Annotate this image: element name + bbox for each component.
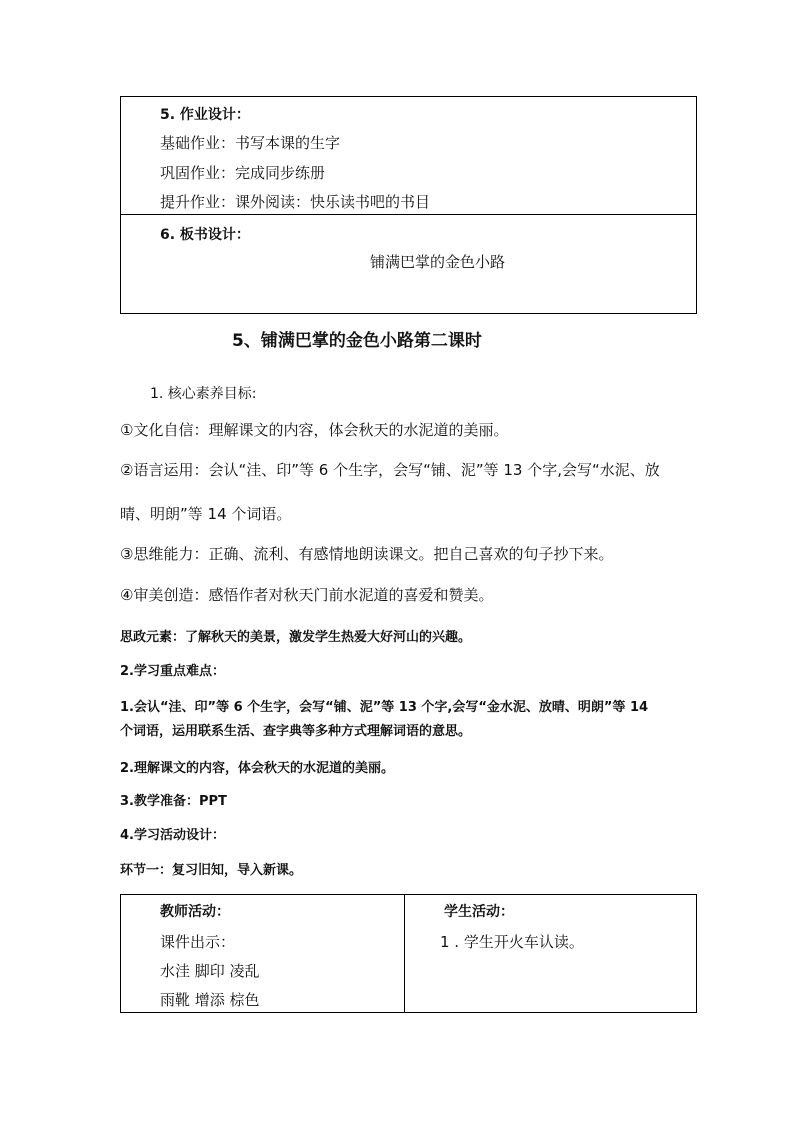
goals-heading: 1. 核心素养目标: xyxy=(150,386,257,402)
ideology-element: 思政元素：了解秋天的美景，激发学生热爱大好河山的兴趣。 xyxy=(120,630,472,645)
activity-heading: 4.学习活动设计： xyxy=(120,828,225,843)
homework-line-extend: 提升作业：课外阅读：快乐读书吧的书目 xyxy=(160,193,431,211)
student-activity-heading: 学生活动： xyxy=(444,904,514,920)
goal-cultural-confidence: ①文化自信：理解课文的内容，体会秋天的水泥道的美丽。 xyxy=(120,421,509,439)
activity-table-divider xyxy=(404,894,405,1013)
teacher-activity-line: 雨靴 增添 棕色 xyxy=(160,991,260,1009)
homework-line-basic: 基础作业：书写本课的生字 xyxy=(160,134,341,152)
teacher-activity-heading: 教师活动： xyxy=(160,904,230,920)
step-one: 环节一：复习旧知，导入新课。 xyxy=(120,863,303,878)
teacher-activity-line: 水洼 脚印 凌乱 xyxy=(160,962,260,980)
teaching-prep: 3.教学准备：PPT xyxy=(120,794,227,809)
key-point-2: 2.理解课文的内容，体会秋天的水泥道的美丽。 xyxy=(120,761,394,776)
teacher-activity-line: 课件出示： xyxy=(160,933,236,951)
goal-language-use: ②语言运用：会认“洼、印”等 6 个生字，会写“铺、泥”等 13 个字,会写“水泥、放 xyxy=(120,461,660,479)
key-point-1-line2: 个词语，运用联系生活、查字典等多种方式理解词语的意思。 xyxy=(120,724,472,739)
homework-line-consolidate: 巩固作业：完成同步练册 xyxy=(160,164,326,182)
homework-heading: 5. 作业设计： xyxy=(160,107,250,123)
student-activity-line: 1 . 学生开火车认读。 xyxy=(440,933,584,951)
key-points-heading: 2.学习重点难点： xyxy=(120,664,225,679)
goal-language-use-cont: 晴、明朗”等 14 个词语。 xyxy=(120,505,292,523)
board-text: 铺满巴掌的金色小路 xyxy=(370,253,506,271)
lesson-title: 5、铺满巴掌的金色小路第二课时 xyxy=(232,331,482,351)
table-divider xyxy=(120,214,697,215)
goal-aesthetics: ④审美创造：感悟作者对秋天门前水泥道的喜爱和赞美。 xyxy=(120,586,494,604)
board-heading: 6. 板书设计： xyxy=(160,227,250,243)
key-point-1-line1: 1.会认“洼、印”等 6 个生字，会写“铺、泥”等 13 个字,会写“金水泥、放晴、明朗”等 14 xyxy=(120,700,649,715)
goal-thinking: ③思维能力：正确、流利、有感情地朗读课文。把自己喜欢的句子抄下来。 xyxy=(120,545,614,563)
